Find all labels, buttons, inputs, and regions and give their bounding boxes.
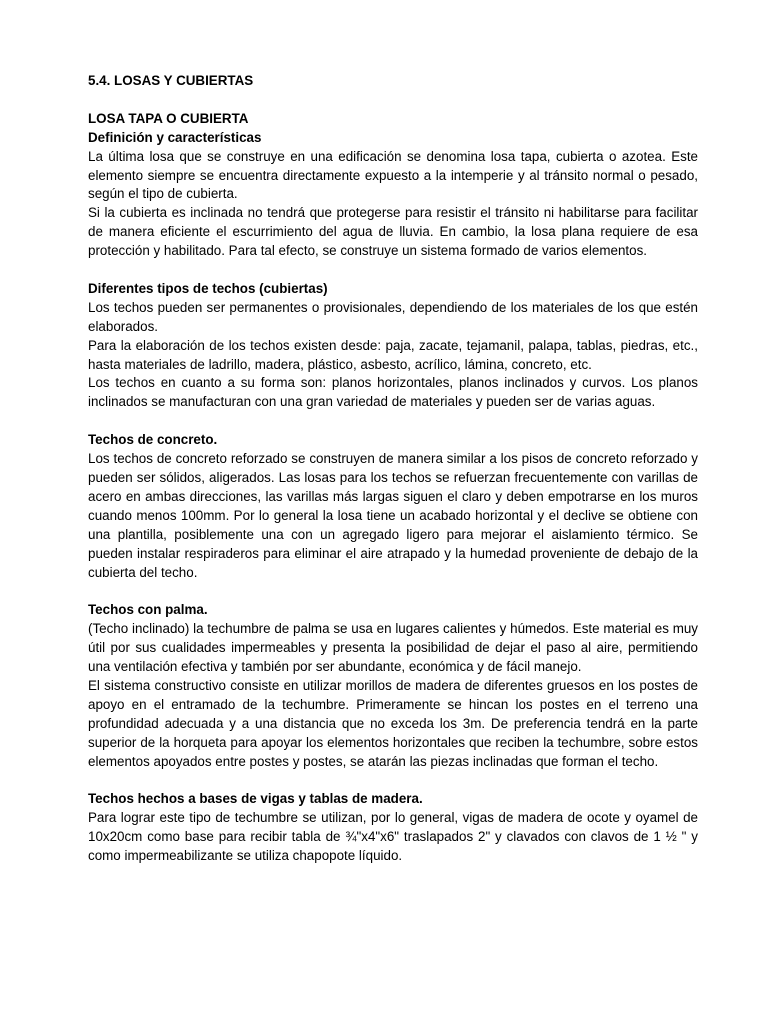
document-page [88, 72, 698, 866]
paragraph: Para la elaboración de los techos existen desde: paja, zacate, tejamanil, palapa, tablas, piedras, etc., hasta materiales de ladrillo, madera, plástico, asbesto, acrílico, lámina, concreto, etc. [88, 337, 698, 372]
main-title: 5.4. LOSAS Y CUBIERTAS [88, 73, 254, 88]
paragraph: El sistema constructivo consiste en utilizar morillos de madera de diferentes gruesos en los postes de apoyo en el entramado de la techumbre. Primeramente se hincan los postes en el terreno una profundidad adecuada y a una distancia que no exceda los 3m. De preferencia tendrá en la parte superior de la horqueta para apoyar los elementos horizontales que reciben la techumbre, sobre estos elementos apoyados entre postes y postes, se atarán las piezas inclinadas que forman el techo. [88, 677, 698, 769]
section-heading-losa-tapa: LOSA TAPA O CUBIERTA [88, 110, 249, 126]
spacer [88, 91, 698, 110]
paragraph: Si la cubierta es inclinada no tendrá que protegerse para resistir el tránsito ni habilitarse para facilitar de manera eficiente el escurrimiento del agua de lluvia. En cambio, la losa plana requiere de esa protección y habilitado. Para tal efecto, se construye un sistema formado de varios elementos. [88, 205, 698, 259]
paragraph: La última losa que se construye en una edificación se denomina losa tapa, cubierta o azotea. Este elemento siempre se encuentra directamente expuesto a la intemperie y al tránsito normal o pesado, según el tipo de cubierta. [88, 148, 698, 202]
spacer [88, 771, 698, 790]
section-heading-tipos-techos: Diferentes tipos de techos (cubiertas) [88, 280, 328, 296]
paragraph: Para lograr este tipo de techumbre se utilizan, por lo general, vigas de madera de ocote y oyamel de 10x20cm como base para recibir tabla de ¾"x4"x6" traslapados 2" y clavados con clavos de 1 ½ " y como impermeabilizante se utiliza chapopote líquido. [88, 810, 698, 864]
paragraph: Los techos de concreto reforzado se construyen de manera similar a los pisos de concreto reforzado y pueden ser sólidos, aligerados. Las losas para los techos se refuerzan frecuentemente con varillas de acero en ambas direcciones, las varillas más largas siguen el claro y deben empotrarse en los muros cuando menos 100mm. Por lo general la losa tiene un acabado horizontal y el declive se obtiene con una plantilla, posiblemente una con un agregado ligero para mejorar el aislamiento térmico. Se pueden instalar respiraderos para eliminar el aire atrapado y la humedad proveniente de debajo de la cubierta del techo. [88, 451, 698, 580]
section-heading-techos-concreto: Techos de concreto. [88, 432, 218, 448]
subheading-definicion: Definición y características [88, 129, 262, 145]
spacer [88, 582, 698, 601]
spacer [88, 261, 698, 280]
paragraph: (Techo inclinado) la techumbre de palma se usa en lugares calientes y húmedos. Este material es muy útil por sus cualidades impermeables y presenta la posibilidad de dejar el paso al aire, permitiendo una ventilación efectiva y también por ser abundante, económica y de fácil manejo. [88, 621, 698, 675]
section-heading-techos-vigas: Techos hechos a bases de vigas y tablas de madera. [88, 791, 423, 807]
spacer [88, 412, 698, 431]
section-heading-techos-palma: Techos con palma. [88, 602, 208, 618]
paragraph: Los techos en cuanto a su forma son: planos horizontales, planos inclinados y curvos. Los planos inclinados se manufacturan con una gran variedad de materiales y pueden ser de varias aguas. [88, 375, 698, 410]
paragraph: Los techos pueden ser permanentes o provisionales, dependiendo de los materiales de los que estén elaborados. [88, 299, 698, 334]
